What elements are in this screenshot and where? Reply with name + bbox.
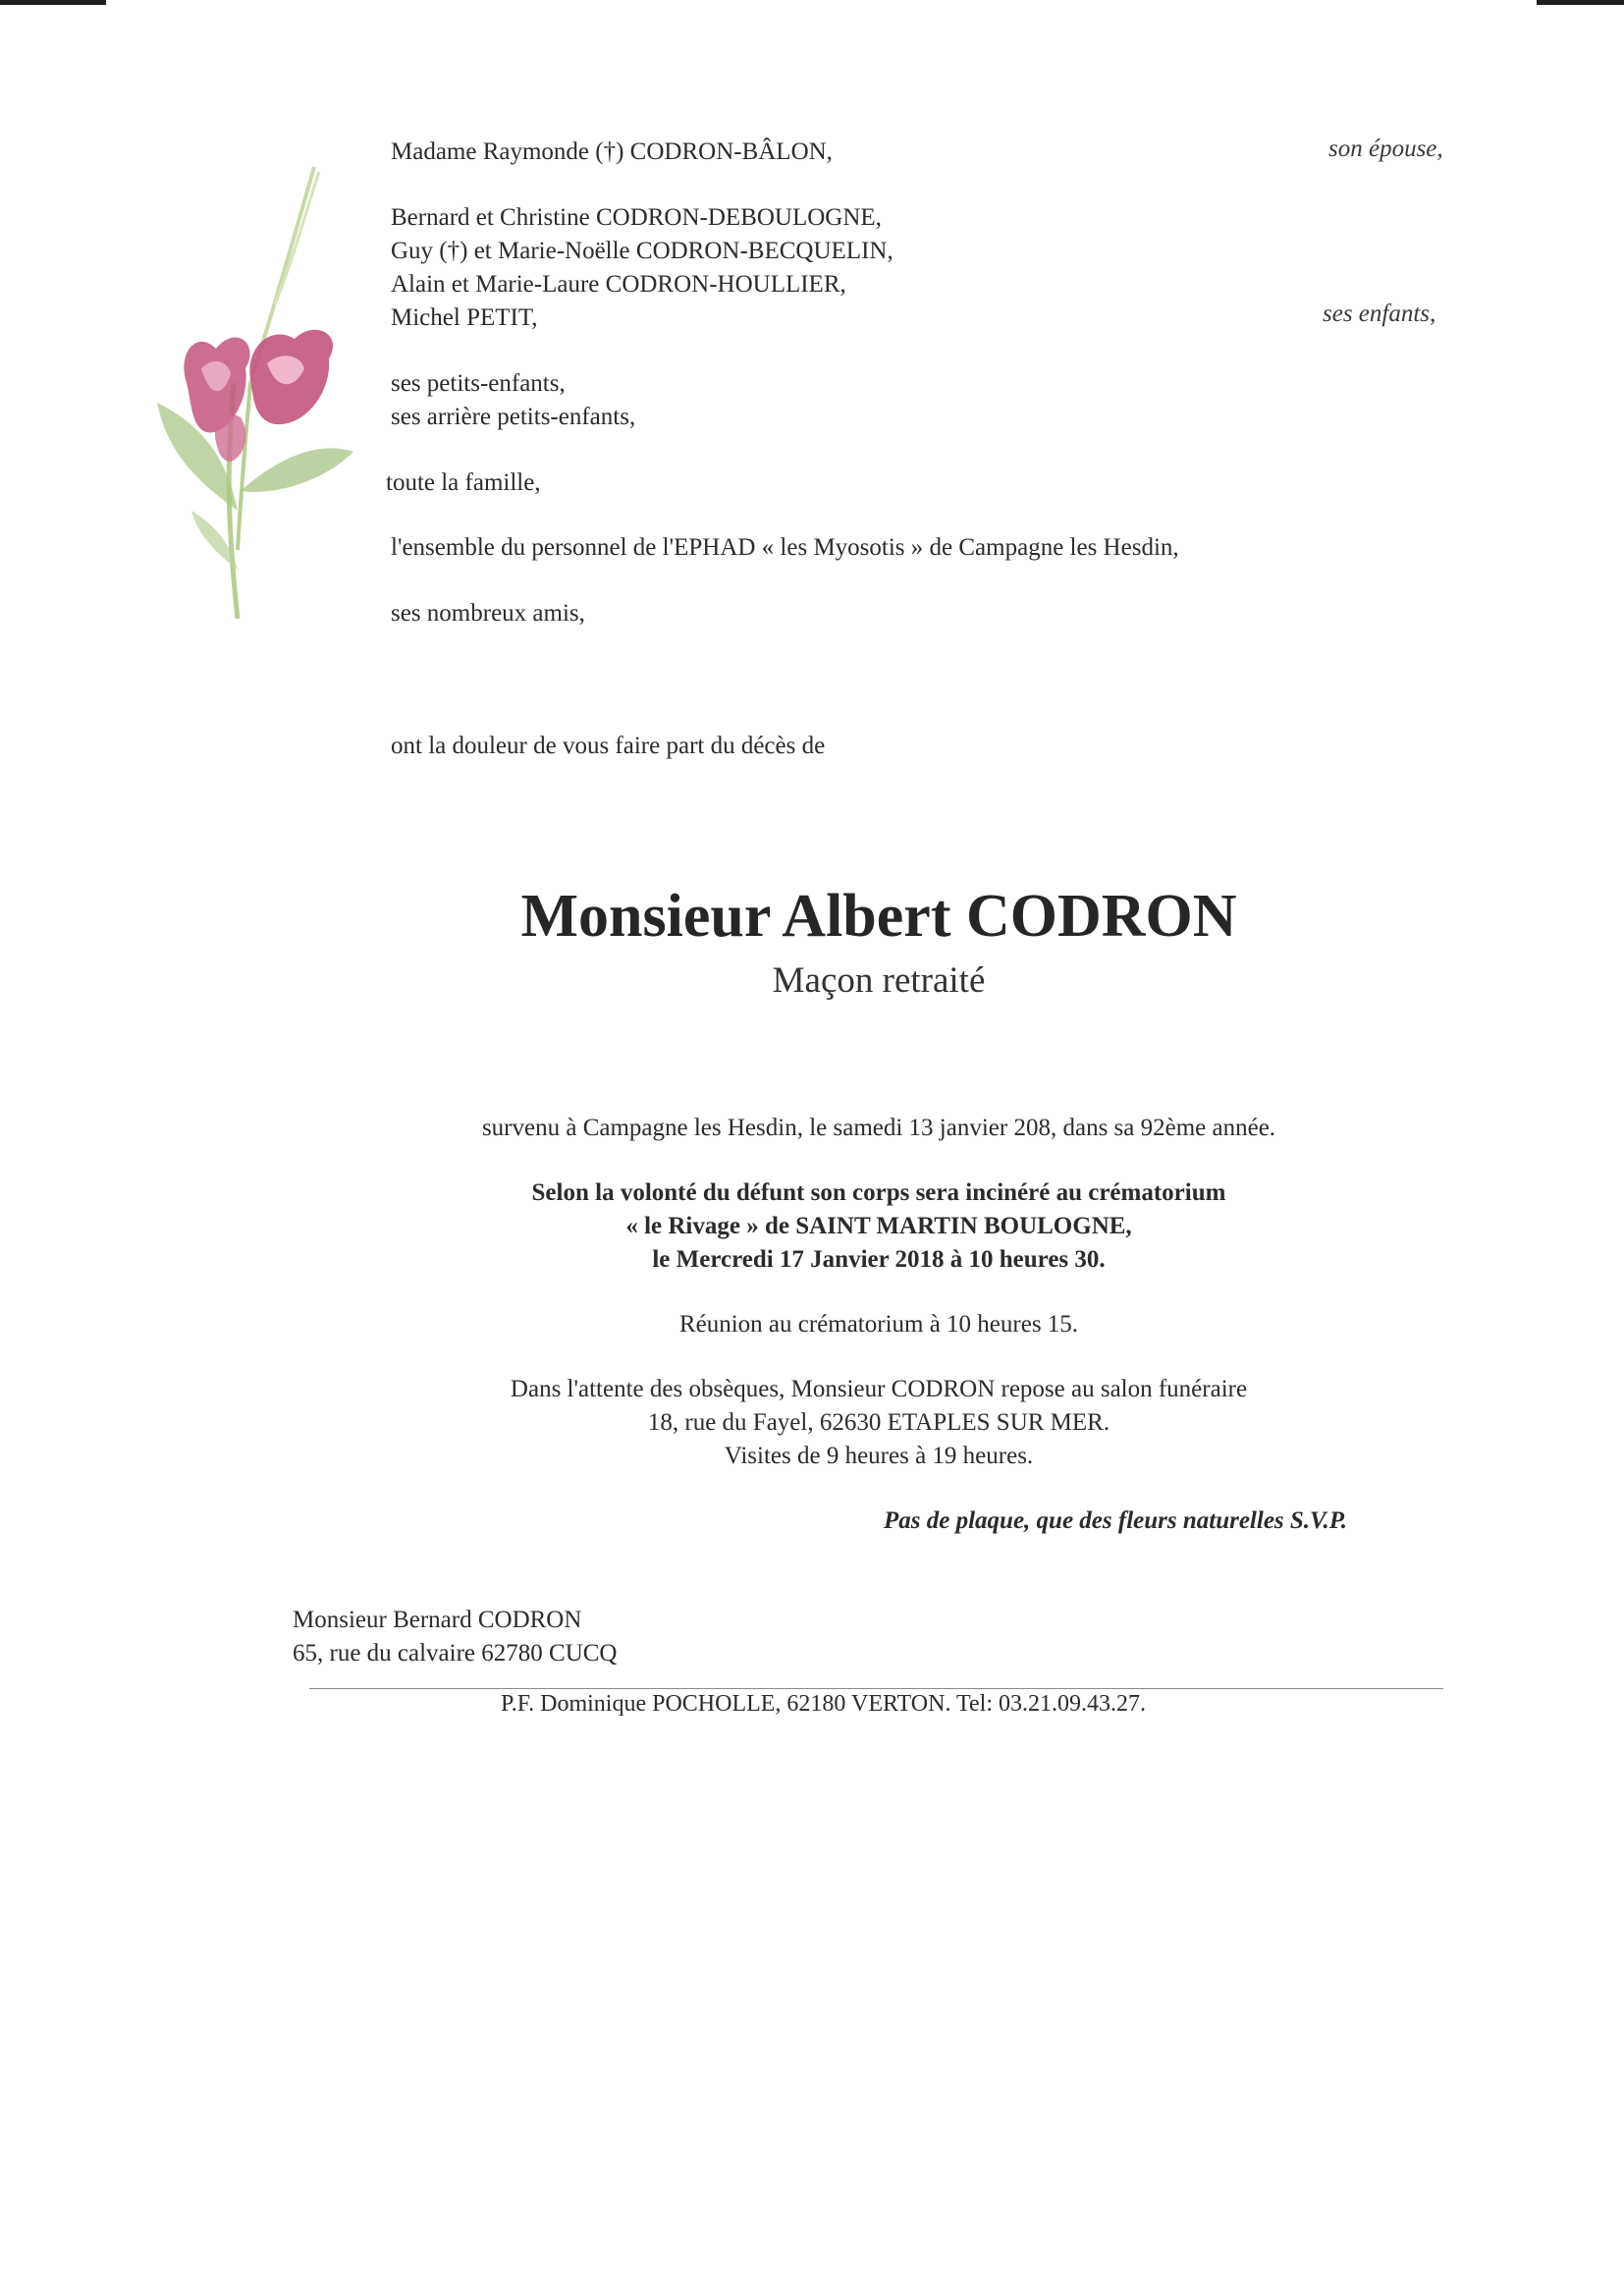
children-relation: ses enfants, xyxy=(1323,301,1436,327)
family-line: toute la famille, xyxy=(386,469,541,496)
contact-name: Monsieur Bernard CODRON xyxy=(293,1607,582,1633)
friends-line: ses nombreux amis, xyxy=(391,600,585,627)
meeting-line: Réunion au crématorium à 10 heures 15. xyxy=(678,1311,1079,1338)
scan-corner-mark-left xyxy=(0,0,106,5)
cremation-line-3: le Mercredi 17 Janvier 2018 à 10 heures 30. xyxy=(652,1246,1106,1273)
child-line-3: Alain et Marie-Laure CODRON-HOULLIER, xyxy=(391,271,846,298)
contact-address: 65, rue du calvaire 62780 CUCQ xyxy=(293,1640,618,1667)
visitation-line-2: 18, rue du Fayel, 62630 ETAPLES SUR MER. xyxy=(647,1409,1110,1436)
funeral-home-footer: P.F. Dominique POCHOLLE, 62180 VERTON. Tel: 03.21.09.43.27. xyxy=(501,1691,1146,1717)
deceased-profession: Maçon retraité xyxy=(772,960,986,1001)
scan-corner-mark-right xyxy=(1537,0,1624,5)
visitation-line-1: Dans l'attente des obsèques, Monsieur CODRON repose au salon funéraire xyxy=(510,1376,1248,1402)
spouse-relation: son épouse, xyxy=(1328,136,1443,162)
visitation-line-3: Visites de 9 heures à 19 heures. xyxy=(724,1443,1034,1469)
great-grandchildren-line: ses arrière petits-enfants, xyxy=(391,404,636,430)
child-line-2: Guy (†) et Marie-Noëlle CODRON-BECQUELIN, xyxy=(391,238,893,264)
staff-line: l'ensemble du personnel de l'EPHAD « les Myosotis » de Campagne les Hesdin, xyxy=(391,534,1179,561)
grandchildren-line: ses petits-enfants, xyxy=(391,370,566,397)
flowers-note: Pas de plaque, que des fleurs naturelles S.V.P. xyxy=(884,1507,1348,1534)
announcement-line: ont la douleur de vous faire part du décès de xyxy=(391,733,826,759)
child-line-1: Bernard et Christine CODRON-DEBOULOGNE, xyxy=(391,204,882,231)
death-line: survenu à Campagne les Hesdin, le samedi 13 janvier 208, dans sa 92ème année. xyxy=(481,1115,1276,1141)
child-line-4: Michel PETIT, xyxy=(391,304,538,331)
deceased-name: Monsieur Albert CODRON xyxy=(520,883,1237,950)
calla-lily-illustration xyxy=(157,157,393,629)
cremation-line-2: « le Rivage » de SAINT MARTIN BOULOGNE, xyxy=(625,1213,1132,1239)
spouse-line: Madame Raymonde (†) CODRON-BÂLON, xyxy=(391,138,833,165)
cremation-line-1: Selon la volonté du défunt son corps sera incinéré au crématorium xyxy=(531,1179,1226,1206)
